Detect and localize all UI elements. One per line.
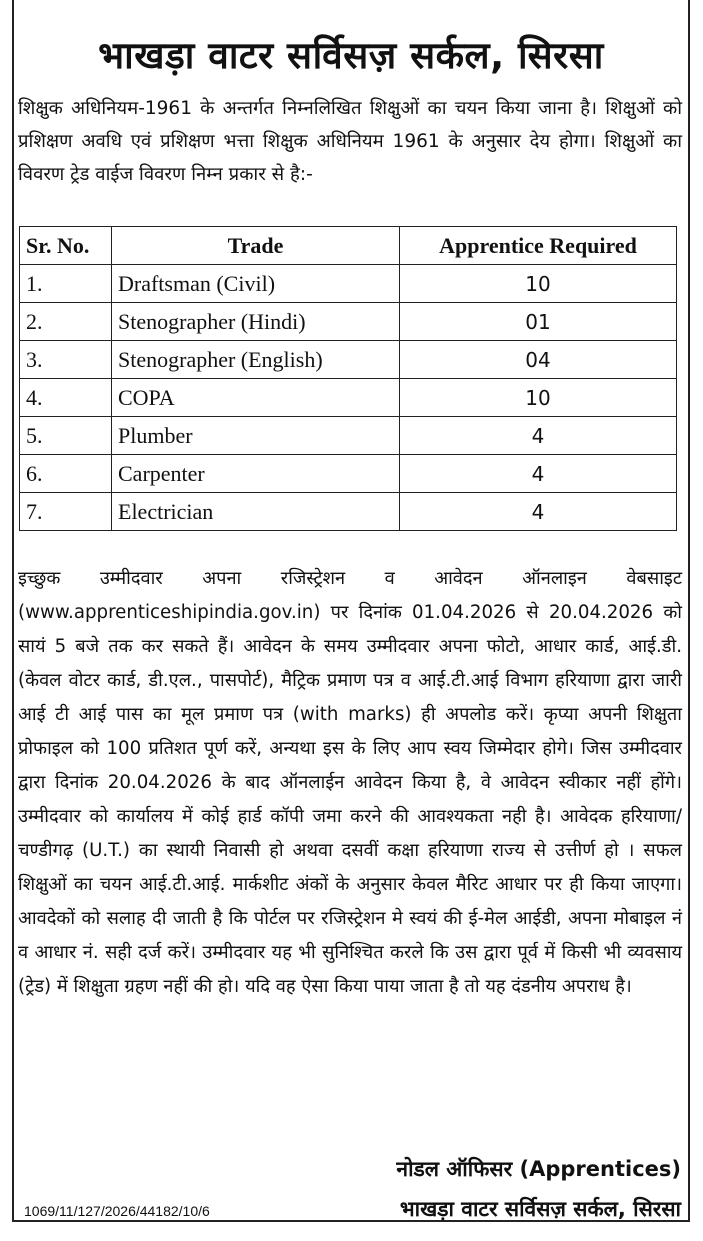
notice-intro: शिक्षुक अधिनियम-1961 के अन्तर्गत निम्नलिखित शिक्षुओं का चयन किया जाना है। शिक्षुओं को प्रशिक्षण अवधि एवं प्रशिक्षण भत्ता शिक्षुक अधिनियम 1961 के अनुसार देय होगा। शिक्षुओं का विवरण ट्रेड वाईज विवरण निम्न प्रकार से है:- <box>18 98 682 185</box>
cell-trade: Draftsman (Civil) <box>112 265 400 303</box>
cell-sr-no: 6. <box>20 455 112 493</box>
cell-required: 04 <box>400 341 677 379</box>
table-row <box>20 341 677 379</box>
cell-trade: Stenographer (Hindi) <box>112 303 400 341</box>
cell-trade: Carpenter <box>112 455 400 493</box>
header-sr-no: Sr. No. <box>20 227 112 265</box>
table-row <box>20 493 677 531</box>
cell-required: 01 <box>400 303 677 341</box>
table-row <box>20 455 677 493</box>
cell-sr-no: 5. <box>20 417 112 455</box>
cell-required: 4 <box>400 417 677 455</box>
cell-sr-no: 4. <box>20 379 112 417</box>
header-apprentice-required: Apprentice Required <box>400 227 677 265</box>
cell-trade: Stenographer (English) <box>112 341 400 379</box>
table-row <box>20 417 677 455</box>
table-header-row <box>20 227 677 265</box>
cell-sr-no: 1. <box>20 265 112 303</box>
apprentice-table <box>19 226 677 531</box>
cell-trade: COPA <box>112 379 400 417</box>
cell-required: 10 <box>400 379 677 417</box>
header-trade: Trade <box>112 227 400 265</box>
notice-body-text: इच्छुक उम्मीदवार अपना रजिस्ट्रेशन व आवेदन ऑनलाइन वेबसाइट (www.apprenticeshipindia.gov.in) पर दिनांक 01.04.2026 से 20.04.2026 को सायं 5 बजे तक कर सकते हैं। आवेदन के समय उम्मीदवार अपना फोटो, आधार कार्ड, आई.डी. (केवल वोटर कार्ड, डी.एल., पासपोर्ट), मैट्रिक प्रमाण पत्र व आई.टी.आई विभाग हरियाणा द्वारा जारी आई टी आई पास का मूल प्रमाण पत्र (with marks) ही अपलोड करें। कृप्या अपनी शिक्षुता प्रोफाइल को 100 प्रतिशत पूर्ण करें, अन्यथा इस के लिए आप स्वय जिम्मेदार होगे। जिस उम्मीदवार द्वारा दिनांक 20.04.2026 के बाद ऑनलाईन आवेदन किया है, वे आवेदन स्वीकार नहीं होंगे। उम्मीदवार को कार्यालय में कोई हार्ड कॉपी जमा करने की आवश्यकता नही है। आवेदक हरियाणा/ चण्डीगढ़ (U.T.) का स्थायी निवासी हो अथवा दसवीं कक्षा हरियाणा राज्य से उत्तीर्ण हो । सफल शिक्षुओं का चयन आई.टी.आई. मार्कशीट अंकों के अनुसार केवल मैरिट आधार पर ही किया जाएगा। आवदेकों को सलाह दी जाती है कि पोर्टल पर रजिस्ट्रेशन मे स्वयं की ई-मेल आईडी, अपना मोबाइल नं व आधार नं. सही दर्ज करें। उम्मीदवार यह भी सुनिश्चित करले कि उस द्वारा पूर्व में किसी भी व्यवसाय (ट्रेड) में शिक्षुता ग्रहण नहीं की हो। यदि वह ऐसा किया पाया जाता है तो यह दंडनीय अपराध है। <box>18 568 682 997</box>
signature-office: भाखड़ा वाटर सर्विसज़ सर्कल, सिरसा <box>399 1197 681 1221</box>
cell-sr-no: 7. <box>20 493 112 531</box>
cell-required: 10 <box>400 265 677 303</box>
cell-trade: Electrician <box>112 493 400 531</box>
signature-designation: नोडल ऑफिसर (Apprentices) <box>396 1157 681 1181</box>
cell-required: 4 <box>400 493 677 531</box>
table-row <box>20 265 677 303</box>
table-row <box>20 303 677 341</box>
cell-trade: Plumber <box>112 417 400 455</box>
cell-sr-no: 3. <box>20 341 112 379</box>
notice-title: भाखड़ा वाटर सर्विसज़ सर्कल, सिरसा <box>98 34 604 77</box>
cell-required: 4 <box>400 455 677 493</box>
table-row <box>20 379 677 417</box>
cell-sr-no: 2. <box>20 303 112 341</box>
reference-number: 1069/11/127/2026/44182/10/6 <box>24 1203 210 1219</box>
